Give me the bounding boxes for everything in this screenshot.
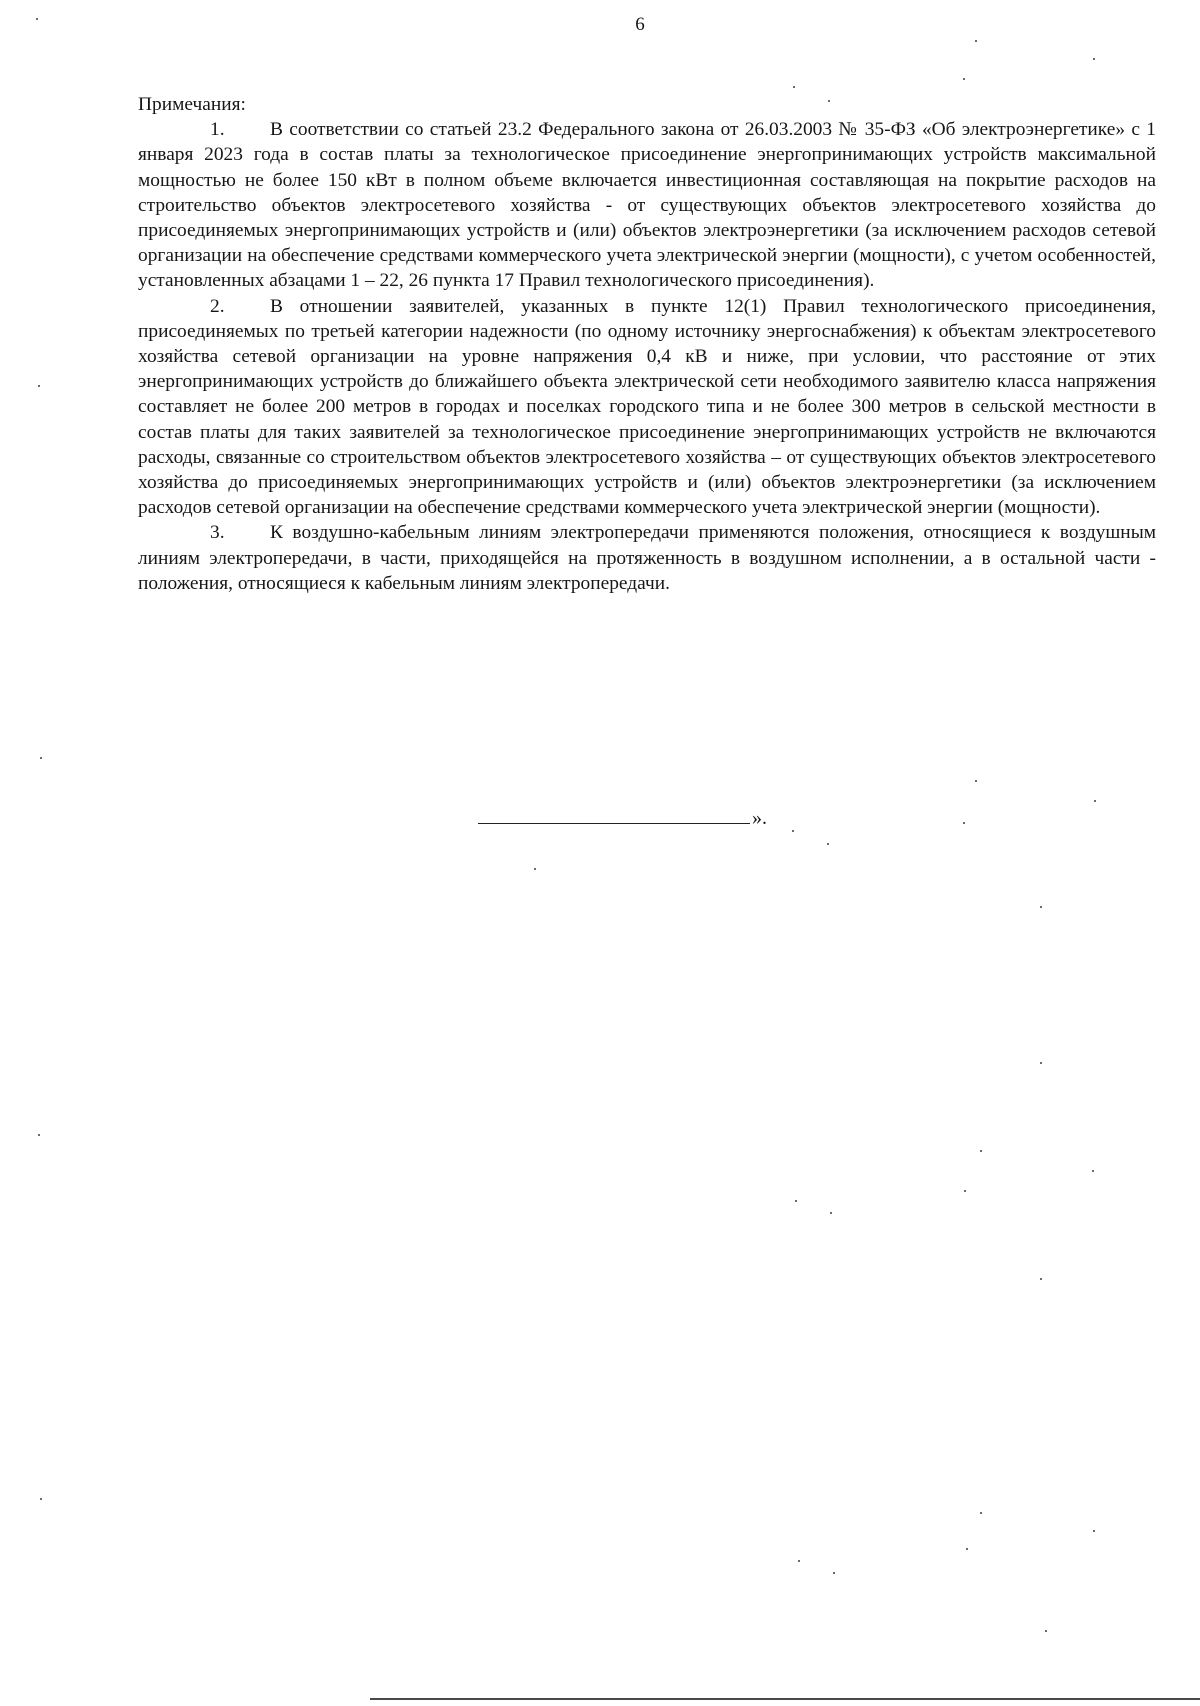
notes-section xyxy=(138,92,1156,596)
note-text: К воздушно-кабельным линиям электропередачи применяются положения, относящиеся к воздушным линиям электропередачи, в части, приходящейся на протяженность в воздушном исполнении, а в остальной части - положения, относящиеся к кабельным линиям электропередачи. xyxy=(138,522,1156,594)
note-item-3 xyxy=(138,520,1156,596)
notes-title: Примечания: xyxy=(138,94,246,115)
note-text: В отношении заявителей, указанных в пункте 12(1) Правил технологического присоединения, присоединяемых по третьей категории надежности (по одному источнику энергоснабжения) к объектам электросетевого хозяйства сетевой организации на уровне напряжения 0,4 кВ и ниже, при условии, что расстояние от этих энергопринимающих устройств до ближайшего объекта электрической сети необходимого заявителю класса напряжения составляет не более 200 метров в городах и поселках городского типа и не более 300 метров в сельской местности в состав платы для таких заявителей за технологическое присоединение энергопринимающих устройств не включаются расходы, связанные со строительством объектов электросетевого хозяйства – от существующих объектов электросетевого хозяйства до присоединяемых энергопринимающих устройств и (или) объектов электроэнергетики (за исключением расходов сетевой организации на обеспечение средствами коммерческого учета электрической энергии (мощности). xyxy=(138,295,1156,519)
blank-line xyxy=(478,805,750,824)
closing-quote: ». xyxy=(752,807,767,829)
scan-edge-line xyxy=(370,1698,1200,1700)
note-item-1 xyxy=(138,117,1156,293)
note-item-2 xyxy=(138,294,1156,521)
note-text: В соответствии со статьей 23.2 Федерального закона от 26.03.2003 № 35-ФЗ «Об электроэнергетике» с 1 января 2023 года в состав платы за технологическое присоединение энергопринимающих устройств максимальной мощностью не более 150 кВт в полном объеме включается инвестиционная составляющая на покрытие расходов на строительство объектов электросетевого хозяйства - от существующих объектов электросетевого хозяйства до присоединяемых энергопринимающих устройств и (или) объектов электроэнергетики (за исключением расходов сетевой организации на обеспечение средствами коммерческого учета электрической энергии (мощности), с учетом особенностей, установленных абзацами 1 – 22, 26 пункта 17 Правил технологического присоединения). xyxy=(138,119,1156,292)
page-number: 6 xyxy=(635,14,645,35)
note-number: 3. xyxy=(210,522,225,544)
closing-line xyxy=(478,805,767,830)
note-number: 1. xyxy=(210,119,225,141)
note-number: 2. xyxy=(210,295,225,317)
